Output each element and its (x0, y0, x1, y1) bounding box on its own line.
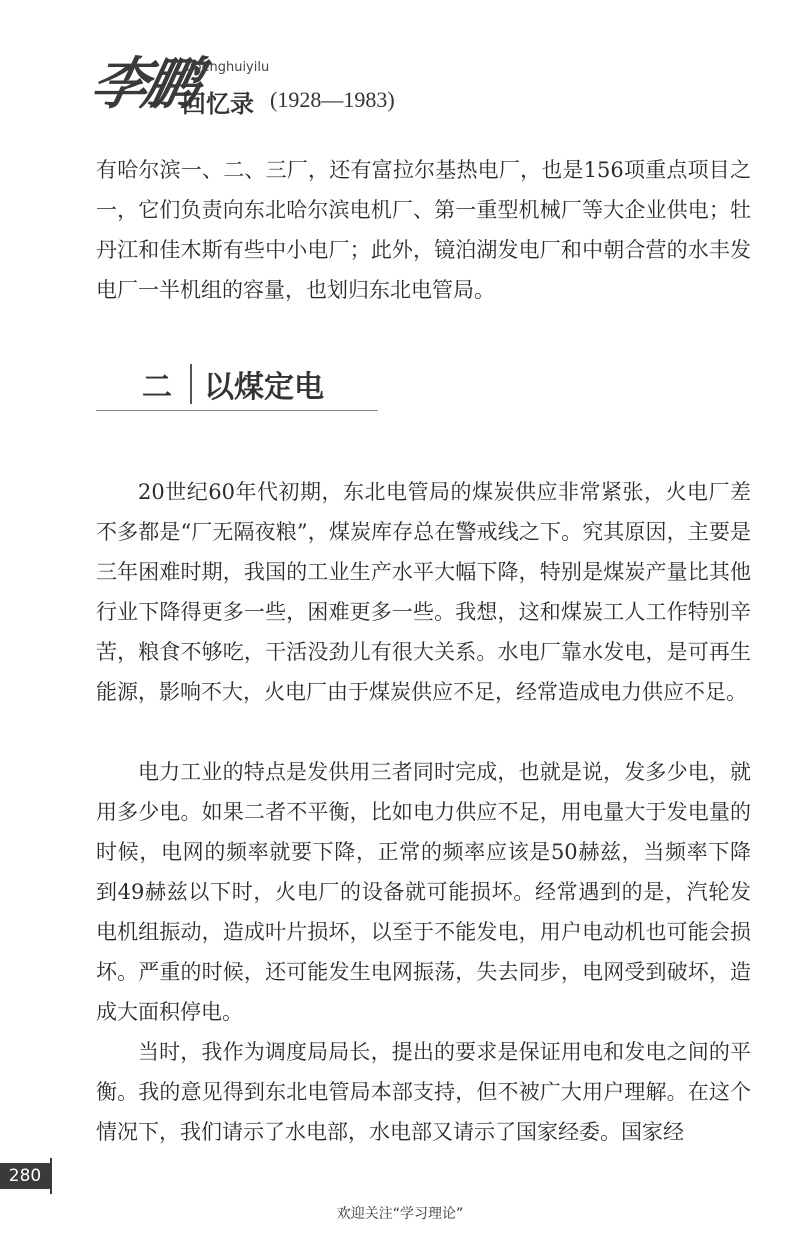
footer-note: 欢迎关注“学习理论” (336, 1206, 464, 1222)
intro-paragraph: 有哈尔滨一、二、三厂，还有富拉尔基热电厂，也是156项重点项目之一，它们负责向东北哈尔滨电机厂、第一重型机械厂等大企业供电；牡丹江和佳木斯有些中小电厂；此外，镜泊湖发电厂和中朝合营的水丰发电厂一半机组的容量，也划归东北电管局。 (96, 158, 751, 302)
section-heading (96, 360, 378, 411)
book-years: (1928—1983) (270, 87, 395, 112)
section-title: 以煤定电 (204, 370, 324, 405)
book-title-pinyin: lipenghuiyilu (186, 60, 270, 75)
book-title: 回忆录 (182, 90, 254, 118)
running-header (84, 50, 652, 120)
body-paragraph: 当时，我作为调度局局长，提出的要求是保证用电和发电之间的平衡。我的意见得到东北电管局本部支持，但不被广大用户理解。在这个情况下，我们请示了水电部，水电部又请示了国家经委。国家经 (96, 1040, 751, 1144)
body-paragraph: 电力工业的特点是发供用三者同时完成，也就是说，发多少电，就用多少电。如果二者不平衡，比如电力供应不足，用电量大于发电量的时候，电网的频率就要下降，正常的频率应该是50赫兹，当频率下降到49赫兹以下时，火电厂的设备就可能损坏。经常遇到的是，汽轮发电机组振动，造成叶片损坏，以至于不能发电，用户电动机也可能会损坏。严重的时候，还可能发生电网振荡，失去同步，电网受到破坏，造成大面积停电。 (96, 760, 751, 1024)
body-paragraph: 20世纪60年代初期，东北电管局的煤炭供应非常紧张，火电厂差不多都是“厂无隔夜粮”，煤炭库存总在警戒线之下。究其原因，主要是三年困难时期，我国的工业生产水平大幅下降，特别是煤炭产量比其他行业下降得更多一些，困难更多一些。我想，这和煤炭工人工作特别辛苦，粮食不够吃，干活没劲儿有很大关系。水电厂靠水发电，是可再生能源，影响不大，火电厂由于煤炭供应不足，经常造成电力供应不足。 (96, 480, 751, 704)
section-divider (190, 364, 192, 404)
section-number: 二 (142, 370, 172, 405)
book-logo-calligraphy: 李鹏 (84, 51, 204, 117)
page-number: 280 (0, 1163, 50, 1189)
page-number-rule (50, 1158, 52, 1194)
